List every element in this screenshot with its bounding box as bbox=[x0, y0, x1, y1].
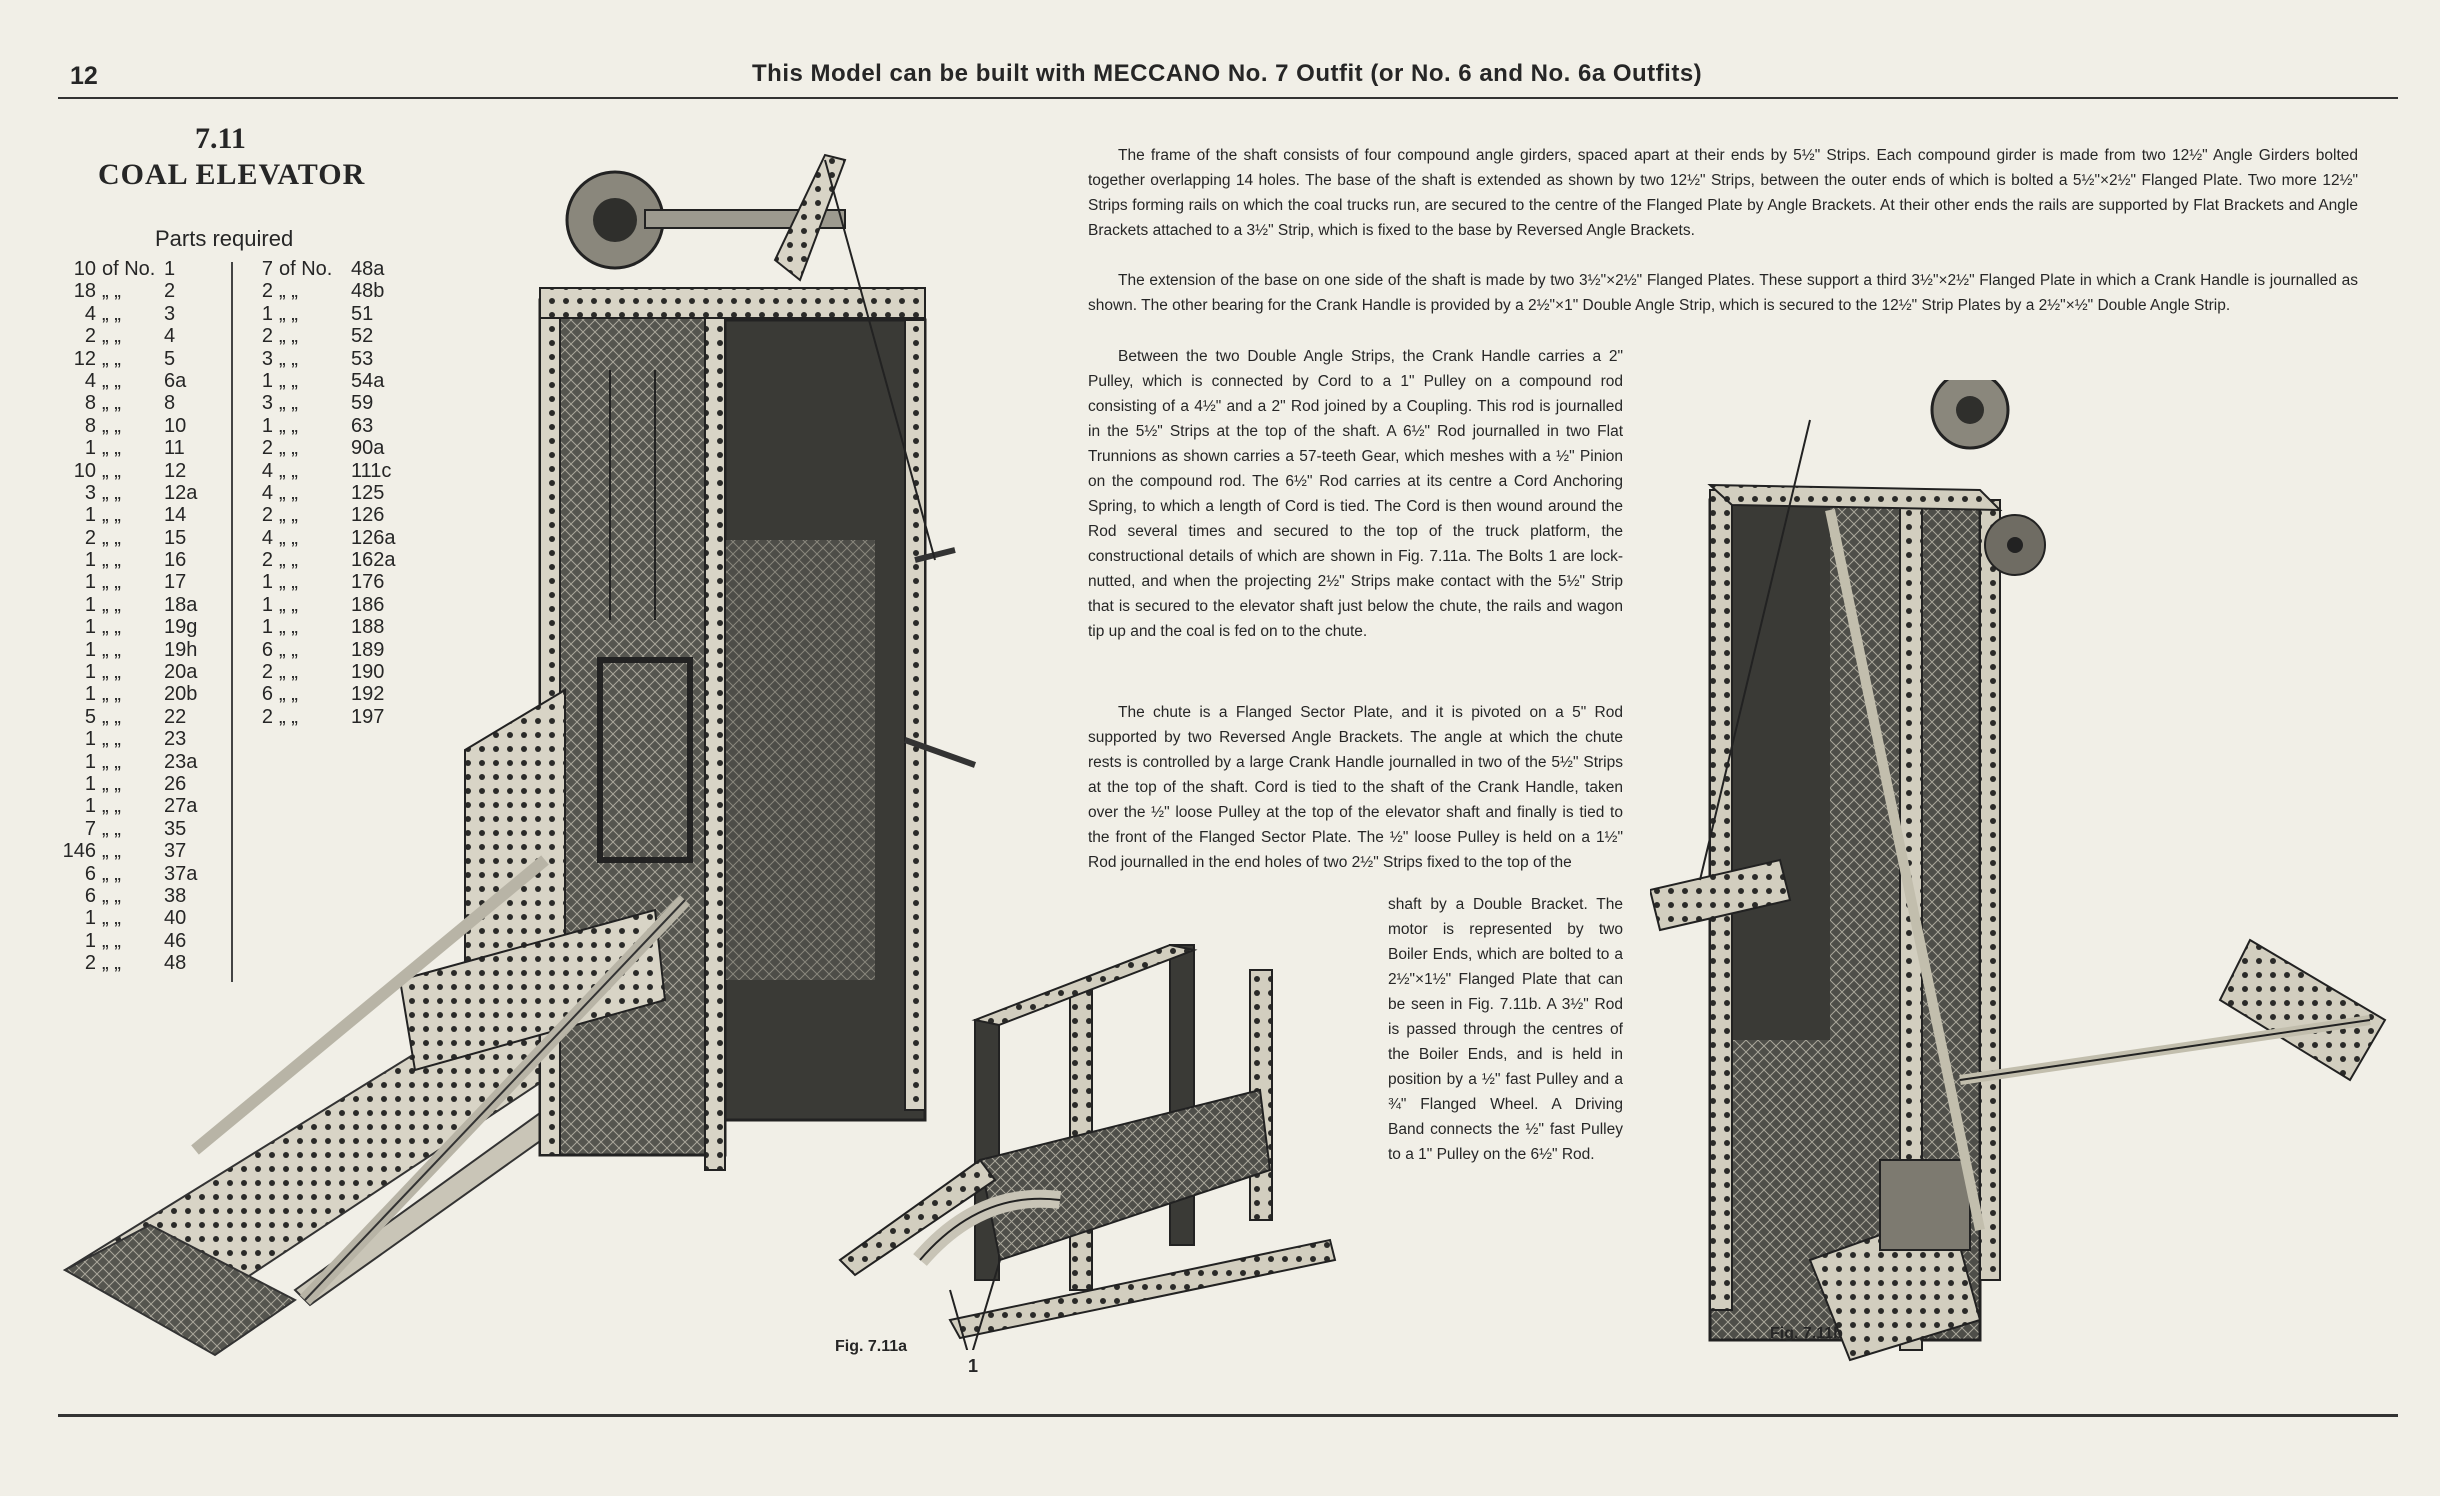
part-qty: 12 bbox=[73, 347, 96, 370]
part-no: 10 bbox=[164, 414, 187, 437]
part-of: „ „ bbox=[279, 302, 298, 325]
part-qty: 2 bbox=[261, 549, 273, 572]
part-of: „ „ bbox=[279, 392, 298, 415]
part-qty: 7 bbox=[261, 258, 273, 280]
part-no: 19g bbox=[164, 616, 198, 639]
part-of: „ „ bbox=[102, 638, 121, 661]
part-of: „ „ bbox=[102, 369, 121, 392]
part-of: „ „ bbox=[102, 728, 121, 751]
part-no: 5 bbox=[164, 347, 176, 370]
part-qty: 2 bbox=[84, 952, 96, 975]
part-of: „ „ bbox=[102, 929, 121, 952]
part-no: 162a bbox=[351, 549, 396, 572]
part-no: 37 bbox=[164, 840, 187, 863]
part-no: 40 bbox=[164, 907, 187, 930]
part-qty: 1 bbox=[261, 414, 273, 437]
part-qty: 4 bbox=[261, 526, 273, 549]
part-of: „ „ bbox=[279, 325, 298, 348]
part-qty: 6 bbox=[84, 862, 96, 885]
part-qty: 1 bbox=[84, 616, 96, 639]
part-qty: 2 bbox=[261, 504, 273, 527]
part-qty: 8 bbox=[84, 414, 96, 437]
part-qty: 4 bbox=[261, 459, 273, 482]
part-no: 190 bbox=[351, 661, 385, 684]
part-no: 46 bbox=[164, 929, 187, 952]
part-qty: 6 bbox=[261, 683, 273, 706]
part-qty: 10 bbox=[73, 258, 96, 280]
part-no: 111c bbox=[351, 459, 392, 482]
part-qty: 1 bbox=[84, 728, 96, 751]
part-no: 51 bbox=[351, 302, 374, 325]
part-no: 59 bbox=[351, 392, 374, 415]
part-no: 48b bbox=[351, 280, 385, 303]
page-number: 12 bbox=[70, 62, 98, 90]
part-of: „ „ bbox=[102, 862, 121, 885]
part-of: „ „ bbox=[102, 952, 121, 975]
part-qty: 1 bbox=[84, 772, 96, 795]
part-of: „ „ bbox=[102, 705, 121, 728]
paragraph-base-extension: The extension of the base on one side of the shaft is made by two 3½"×2½" Flanged Plates. These support a third 3½"×2½" Flanged Plate in which a Crank Handle is journalled as shown. The other bearing for the Crank Handle is provided by a 2½"×1" Double Angle Strip, which is secured to the 12½" Strip Plates by a 2½"×½" Double Angle Strip. bbox=[1088, 272, 2358, 314]
part-of: „ „ bbox=[102, 437, 121, 460]
part-of: „ „ bbox=[102, 392, 121, 415]
fig-7-11a-label: Fig. 7.11a bbox=[835, 1338, 908, 1355]
part-of: „ „ bbox=[102, 593, 121, 616]
part-qty: 3 bbox=[261, 392, 273, 415]
header-rule bbox=[58, 97, 2398, 99]
part-of: „ „ bbox=[102, 907, 121, 930]
part-qty: 146 bbox=[62, 840, 96, 863]
part-of: „ „ bbox=[279, 414, 298, 437]
part-of: „ „ bbox=[102, 325, 121, 348]
part-no: 125 bbox=[351, 481, 385, 504]
part-of: „ „ bbox=[279, 683, 298, 706]
part-no: 126a bbox=[351, 526, 396, 549]
part-no: 54a bbox=[351, 369, 385, 392]
part-of: „ „ bbox=[102, 840, 121, 863]
fig-7-11b-illustration bbox=[1650, 380, 2410, 1370]
part-no: 192 bbox=[351, 683, 385, 706]
part-no: 53 bbox=[351, 347, 374, 370]
part-no: 48a bbox=[351, 258, 385, 280]
part-no: 15 bbox=[164, 526, 187, 549]
part-qty: 4 bbox=[84, 369, 96, 392]
part-no: 63 bbox=[351, 414, 374, 437]
part-qty: 2 bbox=[84, 526, 96, 549]
part-qty: 7 bbox=[84, 817, 96, 840]
part-of: „ „ bbox=[102, 481, 121, 504]
part-of: „ „ bbox=[279, 369, 298, 392]
part-qty: 3 bbox=[84, 481, 96, 504]
part-no: 2 bbox=[164, 280, 176, 303]
part-no: 38 bbox=[164, 884, 187, 907]
part-no: 4 bbox=[164, 325, 176, 348]
part-of: „ „ bbox=[102, 571, 121, 594]
part-of: „ „ bbox=[102, 414, 121, 437]
paragraph-frame: The frame of the shaft consists of four compound angle girders, spaced apart at their ends by 5½" Strips. Each compound girder is made from two 12½" Angle Girders bolted together overlapping 14 holes. The base of the shaft is extended as shown by two 12½" Strips, between the outer ends of which is bolted a 5½"×2½" Flanged Plate. Two more 12½" Strips forming rails on which the coal trucks run, are secured to the centre of the Flanged Plate by Angle Brackets. At their other ends the rails are supported by Flat Brackets and Angle Brackets attached to a 3½" Strip, which is fixed to the base by Reversed Angle Brackets. bbox=[1088, 147, 2358, 239]
paragraph-motor: shaft by a Double Bracket. The motor is represented by two Boiler Ends, which are bolted to a 2½"×1½" Flanged Plate that can be seen in Fig. 7.11b. A 3½" Rod is passed through the centres of the Boiler Ends, and is held in position by a ½" fast Pulley and a ¾" Flanged Wheel. A Driving Band connects the ½" fast Pulley to a 1" Pulley on the 6½" Rod. bbox=[1388, 896, 1623, 1163]
part-no: 23a bbox=[164, 750, 198, 773]
part-no: 48 bbox=[164, 952, 187, 975]
paragraph-crank-handle: Between the two Double Angle Strips, the Crank Handle carries a 2" Pulley, which is connected by Cord to a 1" Pulley on a compound rod consisting of a 4½" and a 2" Rod joined by a Coupling. This rod is journalled in the 5½" Strips at the top of the shaft. A 6½" Rod journalled in two Flat Trunnions as shown carries a 57-teeth Gear, which meshes with a ½" Pinion on the compound rod. The 6½" Rod carries at its centre a Cord Anchoring Spring, to which a length of Cord is tied. The Cord is then wound around the Rod several times and secured to the top of the truck platform, the constructional details of which are shown in Fig. 7.11a. The Bolts 1 are lock-nutted, and when the projecting 2½" Strips make contact with the 5½" Strip that is secured to the elevator shaft just below the chute, the rails and wagon tip up and the coal is fed on to the chute. bbox=[1088, 348, 1623, 640]
part-of: „ „ bbox=[102, 302, 121, 325]
part-qty: 2 bbox=[261, 325, 273, 348]
part-no: 12a bbox=[164, 481, 198, 504]
part-qty: 2 bbox=[261, 705, 273, 728]
part-of: „ „ bbox=[279, 705, 298, 728]
part-no: 20b bbox=[164, 683, 198, 706]
part-no: 26 bbox=[164, 772, 187, 795]
part-qty: 1 bbox=[84, 571, 96, 594]
part-qty: 1 bbox=[84, 661, 96, 684]
part-no: 176 bbox=[351, 571, 385, 594]
part-no: 18a bbox=[164, 593, 198, 616]
footer-rule bbox=[58, 1414, 2398, 1417]
part-of: „ „ bbox=[279, 593, 298, 616]
part-qty: 5 bbox=[84, 705, 96, 728]
part-of: of No. bbox=[102, 258, 156, 280]
part-of: „ „ bbox=[102, 459, 121, 482]
model-number: 7.11 bbox=[195, 122, 246, 155]
part-no: 11 bbox=[164, 437, 185, 460]
part-of: „ „ bbox=[279, 661, 298, 684]
bolt-callout-label: 1 bbox=[968, 1356, 979, 1376]
part-no: 14 bbox=[164, 504, 187, 527]
model-name: COAL ELEVATOR bbox=[98, 158, 366, 191]
part-no: 16 bbox=[164, 549, 187, 572]
part-no: 27a bbox=[164, 795, 198, 818]
part-qty: 1 bbox=[84, 549, 96, 572]
part-no: 23 bbox=[164, 728, 187, 751]
part-no: 197 bbox=[351, 705, 385, 728]
part-no: 186 bbox=[351, 593, 385, 616]
part-no: 189 bbox=[351, 638, 385, 661]
part-no: 22 bbox=[164, 705, 187, 728]
part-of: „ „ bbox=[279, 481, 298, 504]
part-qty: 4 bbox=[84, 302, 96, 325]
part-of: „ „ bbox=[102, 884, 121, 907]
part-of: „ „ bbox=[102, 661, 121, 684]
part-of: „ „ bbox=[279, 347, 298, 370]
part-of: „ „ bbox=[279, 616, 298, 639]
part-of: „ „ bbox=[279, 504, 298, 527]
part-qty: 2 bbox=[261, 280, 273, 303]
part-of: „ „ bbox=[279, 549, 298, 572]
part-of: „ „ bbox=[279, 526, 298, 549]
part-of: „ „ bbox=[102, 683, 121, 706]
part-qty: 2 bbox=[261, 437, 273, 460]
part-no: 12 bbox=[164, 459, 187, 482]
part-of: „ „ bbox=[279, 571, 298, 594]
part-of: „ „ bbox=[279, 459, 298, 482]
part-no: 19h bbox=[164, 638, 198, 661]
part-qty: 10 bbox=[73, 459, 96, 482]
part-qty: 1 bbox=[84, 437, 96, 460]
part-no: 90a bbox=[351, 437, 385, 460]
paragraph-chute: The chute is a Flanged Sector Plate, and it is pivoted on a 5" Rod supported by two Reversed Angle Brackets. The angle at which the chute rests is controlled by a large Crank Handle journalled in two of the 5½" Strips at the top of the shaft. Cord is tied to the shaft of the Crank Handle, taken over the ½" loose Pulley at the top of the elevator shaft and finally is tied to the front of the Flanged Sector Plate. The ½" loose Pulley is held on a 1½" Rod journalled in the end holes of two 2½" Strips fixed to the top of the bbox=[1088, 704, 1623, 871]
page-header-title: This Model can be built with MECCANO No. 7 Outfit (or No. 6 and No. 6a Outfits) bbox=[752, 60, 1703, 87]
part-of: „ „ bbox=[102, 504, 121, 527]
part-of: „ „ bbox=[279, 638, 298, 661]
part-qty: 1 bbox=[84, 638, 96, 661]
part-qty: 6 bbox=[261, 638, 273, 661]
part-of: „ „ bbox=[102, 549, 121, 572]
part-of: „ „ bbox=[102, 817, 121, 840]
fig-7-11b-label: Fig. 7.11b bbox=[1770, 1325, 1843, 1342]
part-qty: 1 bbox=[261, 302, 273, 325]
part-of: „ „ bbox=[102, 616, 121, 639]
part-no: 6a bbox=[164, 369, 187, 392]
part-no: 37a bbox=[164, 862, 198, 885]
part-qty: 1 bbox=[84, 504, 96, 527]
part-no: 126 bbox=[351, 504, 385, 527]
part-of: „ „ bbox=[102, 347, 121, 370]
part-qty: 2 bbox=[84, 325, 96, 348]
part-of: „ „ bbox=[279, 280, 298, 303]
part-qty: 1 bbox=[84, 750, 96, 773]
part-qty: 18 bbox=[73, 280, 96, 303]
part-no: 8 bbox=[164, 392, 176, 415]
part-qty: 6 bbox=[84, 884, 96, 907]
part-qty: 1 bbox=[261, 369, 273, 392]
part-no: 35 bbox=[164, 817, 187, 840]
part-qty: 1 bbox=[84, 795, 96, 818]
part-qty: 4 bbox=[261, 481, 273, 504]
part-qty: 8 bbox=[84, 392, 96, 415]
part-of: of No. bbox=[279, 258, 333, 280]
part-qty: 1 bbox=[84, 907, 96, 930]
fig-7-11a-illustration bbox=[830, 930, 1350, 1350]
part-of: „ „ bbox=[102, 750, 121, 773]
part-no: 188 bbox=[351, 616, 385, 639]
part-of: „ „ bbox=[279, 437, 298, 460]
part-qty: 1 bbox=[261, 616, 273, 639]
part-no: 52 bbox=[351, 325, 374, 348]
part-of: „ „ bbox=[102, 526, 121, 549]
part-qty: 1 bbox=[84, 929, 96, 952]
part-qty: 3 bbox=[261, 347, 273, 370]
part-of: „ „ bbox=[102, 280, 121, 303]
part-no: 1 bbox=[164, 258, 176, 280]
part-no: 20a bbox=[164, 661, 198, 684]
part-qty: 2 bbox=[261, 661, 273, 684]
part-qty: 1 bbox=[84, 593, 96, 616]
part-of: „ „ bbox=[102, 772, 121, 795]
part-qty: 1 bbox=[261, 571, 273, 594]
part-of: „ „ bbox=[102, 795, 121, 818]
part-no: 3 bbox=[164, 302, 176, 325]
parts-title: Parts required bbox=[155, 226, 294, 251]
part-no: 17 bbox=[164, 571, 187, 594]
part-qty: 1 bbox=[84, 683, 96, 706]
part-qty: 1 bbox=[261, 593, 273, 616]
